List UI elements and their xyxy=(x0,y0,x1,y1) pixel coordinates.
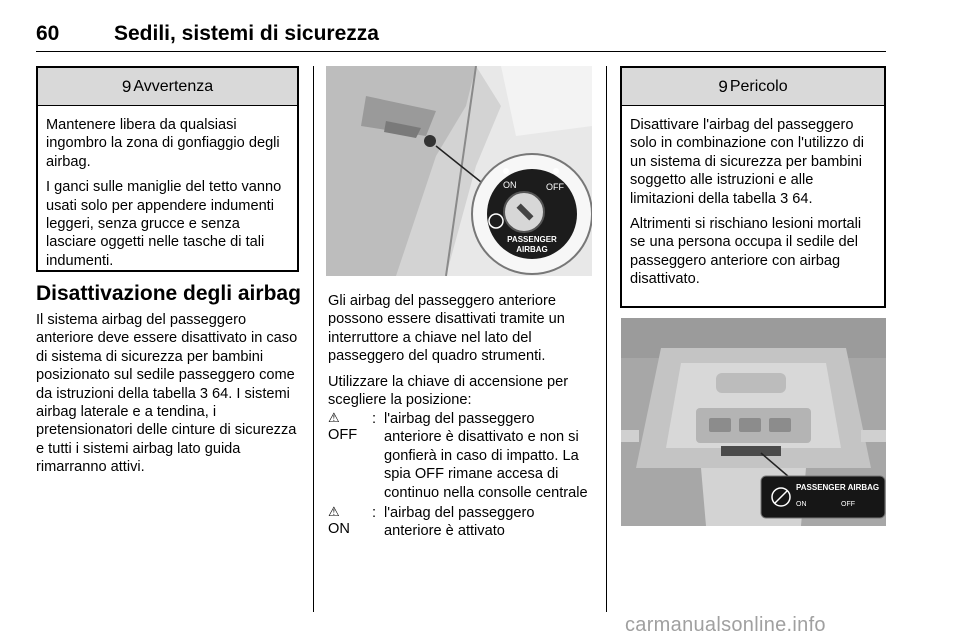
section-title: Disattivazione degli airbag xyxy=(36,282,301,305)
page-header xyxy=(36,22,886,54)
airbag-on-icon: ⚠ xyxy=(328,504,340,520)
danger-box-header xyxy=(622,68,884,106)
danger-box-title: Pericolo xyxy=(729,77,788,95)
definition-term xyxy=(328,410,372,502)
danger-box xyxy=(620,66,886,308)
warning-box-header xyxy=(38,68,297,106)
chapter-title: Sedili, sistemi di sicurezza xyxy=(114,22,379,45)
header-rule xyxy=(36,51,886,52)
definition-row-on xyxy=(328,504,592,541)
danger-paragraph: Altrimenti si rischiano lesioni mortali se una persona occupa il sedile del passeggero anteriore con airbag disattivato. xyxy=(630,216,862,288)
airbag-off-icon: ⚠ xyxy=(328,410,340,425)
warning-box-body xyxy=(38,106,297,278)
definition-row-off xyxy=(328,410,592,502)
indicator-label-off: OFF xyxy=(841,501,855,508)
position-definition-list xyxy=(328,410,592,541)
warning-box-title: Avvertenza xyxy=(133,77,214,95)
section-paragraph-text: Il sistema airbag del passeggero anteriore deve essere disattivato in caso di sistema di sicurezza per bambini posizionato sul sedile passeggero come da istruzioni della tabella 3 64. I sistemi airbag laterale e a tendina, i pretensionatori delle cinture di sicurezza e tutti i sistemi airbag lato guida rimarranno attivi. xyxy=(36,312,298,476)
middle-paragraph: Gli airbag del passeggero anteriore possono essere disattivati tramite un interruttore a chiave nel lato del passeggero del quadro strumenti. xyxy=(328,293,565,365)
danger-box-body xyxy=(622,106,884,297)
switch-label-on: ON xyxy=(503,180,517,190)
definition-description: l'airbag del passeggero anteriore è attivato xyxy=(384,505,535,540)
airbag-switch-illustration xyxy=(326,66,592,276)
switch-label-passenger: PASSENGER xyxy=(507,235,557,244)
definition-term-label: ON xyxy=(328,521,350,538)
definition-description: l'airbag del passeggero anteriore è disattivato e non si gonfierà in caso di impatto. La spia OFF rimane accesa di continuo nella consolle centrale xyxy=(384,411,588,501)
switch-label-off: OFF xyxy=(546,182,564,192)
watermark: carmanualsonline.info xyxy=(625,614,826,636)
section-paragraph xyxy=(36,311,300,477)
switch-label-airbag: AIRBAG xyxy=(516,245,548,254)
column-divider-right xyxy=(606,66,607,612)
column-divider-left xyxy=(313,66,314,612)
middle-text xyxy=(328,292,592,409)
definition-colon: : xyxy=(372,411,377,427)
roof-console-photo xyxy=(621,318,886,526)
indicator-label-on: ON xyxy=(796,501,807,508)
middle-paragraph: Utilizzare la chiave di accensione per scegliere la posizione: xyxy=(328,373,569,409)
roof-console-illustration xyxy=(621,318,886,526)
indicator-label-passenger-airbag: PASSENGER AIRBAG xyxy=(796,483,880,492)
warning-paragraph: I ganci sulle maniglie del tetto vanno usati solo per appendere indumenti leggeri, senza grucce e senza lasciare oggetti nelle tasche di tali indumenti. xyxy=(46,179,282,269)
definition-term-label: OFF xyxy=(328,427,358,443)
warning-triangle-icon: 9 xyxy=(718,76,728,96)
definition-colon: : xyxy=(372,505,377,522)
warning-paragraph: Mantenere libera da qualsiasi ingombro la zona di gonfiaggio degli airbag. xyxy=(46,117,280,170)
warning-box xyxy=(36,66,299,272)
definition-term xyxy=(328,504,372,541)
warning-triangle-icon: 9 xyxy=(121,76,132,96)
page-number: 60 xyxy=(36,22,60,45)
airbag-switch-photo xyxy=(326,66,592,276)
danger-paragraph: Disattivare l'airbag del passeggero solo in combinazione con l'utilizzo di un sistema di sicurezza per bambini soggetto alle istruzioni e alle limitazioni della tabella 3 64. xyxy=(630,117,864,207)
